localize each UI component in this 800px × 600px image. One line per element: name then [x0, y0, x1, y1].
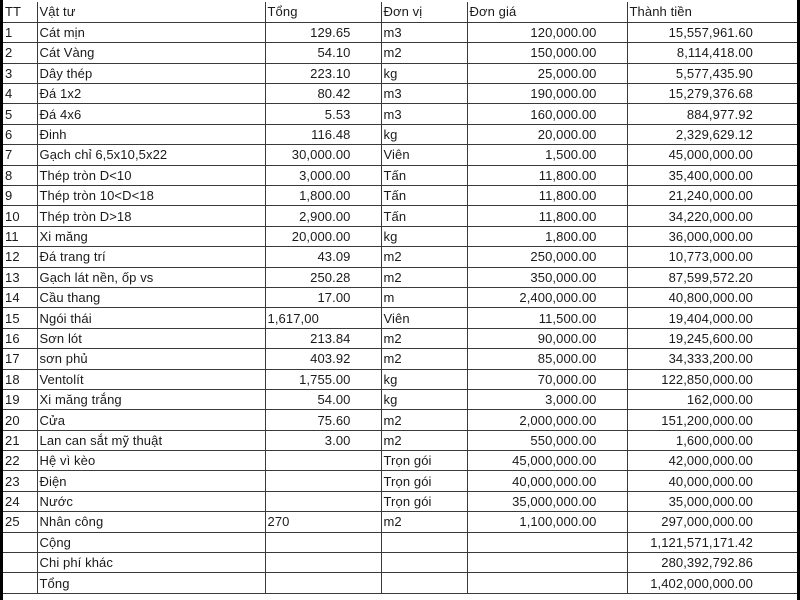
- cell-tt: 18: [3, 369, 37, 389]
- cell-unit: Trọn gói: [381, 451, 467, 471]
- cell-unit-price: [467, 553, 627, 573]
- cell-amount: 280,392,792.86: [627, 553, 797, 573]
- cell-total: 54.00: [265, 389, 381, 409]
- cell-unit: kg: [381, 63, 467, 83]
- cell-total: [265, 553, 381, 573]
- cell-unit: Trọn gói: [381, 491, 467, 511]
- cell-item: Cộng: [37, 532, 265, 552]
- cell-tt: 22: [3, 451, 37, 471]
- table-row: [3, 206, 797, 226]
- cell-amount: 122,850,000.00: [627, 369, 797, 389]
- cell-tt: 11: [3, 226, 37, 246]
- cell-unit: m2: [381, 267, 467, 287]
- cell-tt: 7: [3, 145, 37, 165]
- cell-item: Cát Vàng: [37, 43, 265, 63]
- cell-tt: 8: [3, 165, 37, 185]
- table-row: [3, 43, 797, 63]
- materials-cost-table: [3, 2, 797, 594]
- cell-unit-price: 70,000.00: [467, 369, 627, 389]
- cell-unit-price: [467, 573, 627, 593]
- table-row: [3, 491, 797, 511]
- cell-item: Cầu thang: [37, 287, 265, 307]
- cell-unit: m3: [381, 84, 467, 104]
- cell-item: Thép tròn D>18: [37, 206, 265, 226]
- cell-unit: Tấn: [381, 186, 467, 206]
- cell-item: Đinh: [37, 124, 265, 144]
- table-row: [3, 267, 797, 287]
- cell-total: 1,755.00: [265, 369, 381, 389]
- cell-unit: m2: [381, 328, 467, 348]
- cell-amount: 40,000,000.00: [627, 471, 797, 491]
- cell-amount: 8,114,418.00: [627, 43, 797, 63]
- cell-amount: 162,000.00: [627, 389, 797, 409]
- cell-tt: 12: [3, 247, 37, 267]
- cell-total: [265, 573, 381, 593]
- cell-unit: [381, 573, 467, 593]
- table-row: [3, 124, 797, 144]
- cell-unit-price: 90,000.00: [467, 328, 627, 348]
- table-row: [3, 573, 797, 593]
- header-item: Vật tư: [37, 2, 265, 22]
- cell-unit: [381, 553, 467, 573]
- table-row: [3, 471, 797, 491]
- cell-total: [265, 471, 381, 491]
- table-row: [3, 369, 797, 389]
- cell-total: 129.65: [265, 22, 381, 42]
- cell-unit: Viên: [381, 145, 467, 165]
- cell-total: 80.42: [265, 84, 381, 104]
- cell-unit: Tấn: [381, 165, 467, 185]
- cell-item: sơn phủ: [37, 349, 265, 369]
- cell-unit: [381, 532, 467, 552]
- cell-tt: 16: [3, 328, 37, 348]
- cell-item: Nhân công: [37, 512, 265, 532]
- cell-amount: 2,329,629.12: [627, 124, 797, 144]
- cell-tt: 25: [3, 512, 37, 532]
- header-row: [3, 2, 797, 22]
- cell-item: Xi măng trắng: [37, 389, 265, 409]
- table-row: [3, 553, 797, 573]
- cell-unit: m2: [381, 43, 467, 63]
- header-amount: Thành tiền: [627, 2, 797, 22]
- cell-tt: [3, 573, 37, 593]
- cell-total: 223.10: [265, 63, 381, 83]
- cell-total: [265, 532, 381, 552]
- cell-item: Thép tròn 10<D<18: [37, 186, 265, 206]
- cell-tt: 14: [3, 287, 37, 307]
- cell-unit: m2: [381, 410, 467, 430]
- cell-tt: 21: [3, 430, 37, 450]
- cell-total: 30,000.00: [265, 145, 381, 165]
- cell-unit-price: 1,800.00: [467, 226, 627, 246]
- cell-total: 1,800.00: [265, 186, 381, 206]
- cell-tt: 15: [3, 308, 37, 328]
- cell-item: Đá 4x6: [37, 104, 265, 124]
- cell-unit: kg: [381, 124, 467, 144]
- cell-item: Nước: [37, 491, 265, 511]
- cell-total: 403.92: [265, 349, 381, 369]
- cell-total: 250.28: [265, 267, 381, 287]
- cell-total: 116.48: [265, 124, 381, 144]
- table-row: [3, 349, 797, 369]
- table-row: [3, 451, 797, 471]
- cell-unit: Viên: [381, 308, 467, 328]
- cell-unit: Trọn gói: [381, 471, 467, 491]
- table-row: [3, 532, 797, 552]
- cell-total: 3.00: [265, 430, 381, 450]
- cell-unit: Tấn: [381, 206, 467, 226]
- table-row: [3, 84, 797, 104]
- cell-item: Thép tròn D<10: [37, 165, 265, 185]
- cell-amount: 42,000,000.00: [627, 451, 797, 471]
- cell-amount: 35,000,000.00: [627, 491, 797, 511]
- header-unit: Đơn vị: [381, 2, 467, 22]
- cell-unit-price: 85,000.00: [467, 349, 627, 369]
- cell-unit-price: 3,000.00: [467, 389, 627, 409]
- cell-amount: 87,599,572.20: [627, 267, 797, 287]
- cell-unit-price: 350,000.00: [467, 267, 627, 287]
- cell-amount: 35,400,000.00: [627, 165, 797, 185]
- cell-total: 213.84: [265, 328, 381, 348]
- table-row: [3, 22, 797, 42]
- cell-total: 20,000.00: [265, 226, 381, 246]
- cell-amount: 1,402,000,000.00: [627, 573, 797, 593]
- table-row: [3, 389, 797, 409]
- table-body: [3, 22, 797, 593]
- cell-total: 1,617,00: [265, 308, 381, 328]
- table-row: [3, 186, 797, 206]
- cell-unit: m2: [381, 247, 467, 267]
- cell-item: Cát mịn: [37, 22, 265, 42]
- cell-unit: m: [381, 287, 467, 307]
- cell-total: 3,000.00: [265, 165, 381, 185]
- header-unit-price: Đơn giá: [467, 2, 627, 22]
- cell-total: 43.09: [265, 247, 381, 267]
- cell-amount: 151,200,000.00: [627, 410, 797, 430]
- cell-amount: 15,279,376.68: [627, 84, 797, 104]
- header-tt: TT: [3, 2, 37, 22]
- cell-amount: 19,245,600.00: [627, 328, 797, 348]
- table-row: [3, 63, 797, 83]
- table-row: [3, 226, 797, 246]
- cell-amount: 1,600,000.00: [627, 430, 797, 450]
- cell-item: Dây thép: [37, 63, 265, 83]
- cell-unit-price: 11,500.00: [467, 308, 627, 328]
- cell-unit-price: [467, 532, 627, 552]
- cell-tt: 17: [3, 349, 37, 369]
- cell-unit-price: 550,000.00: [467, 430, 627, 450]
- cell-unit-price: 11,800.00: [467, 186, 627, 206]
- table-row: [3, 165, 797, 185]
- cell-tt: 1: [3, 22, 37, 42]
- cell-unit: m2: [381, 430, 467, 450]
- cell-unit-price: 35,000,000.00: [467, 491, 627, 511]
- cell-total: 54.10: [265, 43, 381, 63]
- cell-item: Cửa: [37, 410, 265, 430]
- cell-item: Đá trang trí: [37, 247, 265, 267]
- cell-unit-price: 11,800.00: [467, 165, 627, 185]
- cell-total: 75.60: [265, 410, 381, 430]
- cell-amount: 19,404,000.00: [627, 308, 797, 328]
- cell-unit-price: 11,800.00: [467, 206, 627, 226]
- cell-tt: 20: [3, 410, 37, 430]
- cell-unit-price: 160,000.00: [467, 104, 627, 124]
- cell-amount: 5,577,435.90: [627, 63, 797, 83]
- cell-tt: 13: [3, 267, 37, 287]
- cell-unit-price: 25,000.00: [467, 63, 627, 83]
- cell-tt: [3, 553, 37, 573]
- table-row: [3, 145, 797, 165]
- cell-item: Hệ vì kèo: [37, 451, 265, 471]
- cell-total: 17.00: [265, 287, 381, 307]
- cell-tt: 4: [3, 84, 37, 104]
- cell-unit-price: 40,000,000.00: [467, 471, 627, 491]
- cell-unit: kg: [381, 369, 467, 389]
- table-row: [3, 247, 797, 267]
- cell-item: Đá 1x2: [37, 84, 265, 104]
- cell-amount: 34,220,000.00: [627, 206, 797, 226]
- cell-tt: 9: [3, 186, 37, 206]
- cell-tt: 24: [3, 491, 37, 511]
- cell-amount: 297,000,000.00: [627, 512, 797, 532]
- cell-unit: m2: [381, 512, 467, 532]
- header-total: Tổng: [265, 2, 381, 22]
- cell-amount: 884,977.92: [627, 104, 797, 124]
- cell-tt: 19: [3, 389, 37, 409]
- table-row: [3, 410, 797, 430]
- cell-unit: m3: [381, 104, 467, 124]
- cell-unit-price: 250,000.00: [467, 247, 627, 267]
- cell-tt: 5: [3, 104, 37, 124]
- cell-unit-price: 150,000.00: [467, 43, 627, 63]
- cell-total: [265, 491, 381, 511]
- cell-tt: [3, 532, 37, 552]
- cell-item: Ventolít: [37, 369, 265, 389]
- cell-unit: m3: [381, 22, 467, 42]
- cell-item: Tổng: [37, 573, 265, 593]
- cell-unit: m2: [381, 349, 467, 369]
- cell-total: 2,900.00: [265, 206, 381, 226]
- cell-total: 5.53: [265, 104, 381, 124]
- cell-amount: 21,240,000.00: [627, 186, 797, 206]
- cell-unit-price: 120,000.00: [467, 22, 627, 42]
- cell-unit-price: 45,000,000.00: [467, 451, 627, 471]
- cell-amount: 40,800,000.00: [627, 287, 797, 307]
- table-row: [3, 328, 797, 348]
- cell-unit: kg: [381, 226, 467, 246]
- table-row: [3, 104, 797, 124]
- cell-amount: 1,121,571,171.42: [627, 532, 797, 552]
- cell-amount: 36,000,000.00: [627, 226, 797, 246]
- cell-total: [265, 451, 381, 471]
- cell-amount: 15,557,961.60: [627, 22, 797, 42]
- cell-item: Gạch chỉ 6,5x10,5x22: [37, 145, 265, 165]
- cell-item: Lan can sắt mỹ thuật: [37, 430, 265, 450]
- cell-tt: 3: [3, 63, 37, 83]
- cell-tt: 23: [3, 471, 37, 491]
- table-row: [3, 430, 797, 450]
- cell-unit-price: 1,100,000.00: [467, 512, 627, 532]
- cell-amount: 34,333,200.00: [627, 349, 797, 369]
- table-row: [3, 512, 797, 532]
- cell-tt: 2: [3, 43, 37, 63]
- cell-item: Gạch lát nền, ốp vs: [37, 267, 265, 287]
- cell-unit-price: 190,000.00: [467, 84, 627, 104]
- cell-unit: kg: [381, 389, 467, 409]
- cell-item: Ngói thái: [37, 308, 265, 328]
- cell-amount: 45,000,000.00: [627, 145, 797, 165]
- cell-item: Chi phí khác: [37, 553, 265, 573]
- cell-total: 270: [265, 512, 381, 532]
- table-row: [3, 287, 797, 307]
- cell-unit-price: 2,000,000.00: [467, 410, 627, 430]
- cell-item: Sơn lót: [37, 328, 265, 348]
- cell-tt: 6: [3, 124, 37, 144]
- cell-unit-price: 2,400,000.00: [467, 287, 627, 307]
- cell-item: Điện: [37, 471, 265, 491]
- table-row: [3, 308, 797, 328]
- cell-item: Xi măng: [37, 226, 265, 246]
- cell-tt: 10: [3, 206, 37, 226]
- cell-unit-price: 20,000.00: [467, 124, 627, 144]
- cell-amount: 10,773,000.00: [627, 247, 797, 267]
- cell-unit-price: 1,500.00: [467, 145, 627, 165]
